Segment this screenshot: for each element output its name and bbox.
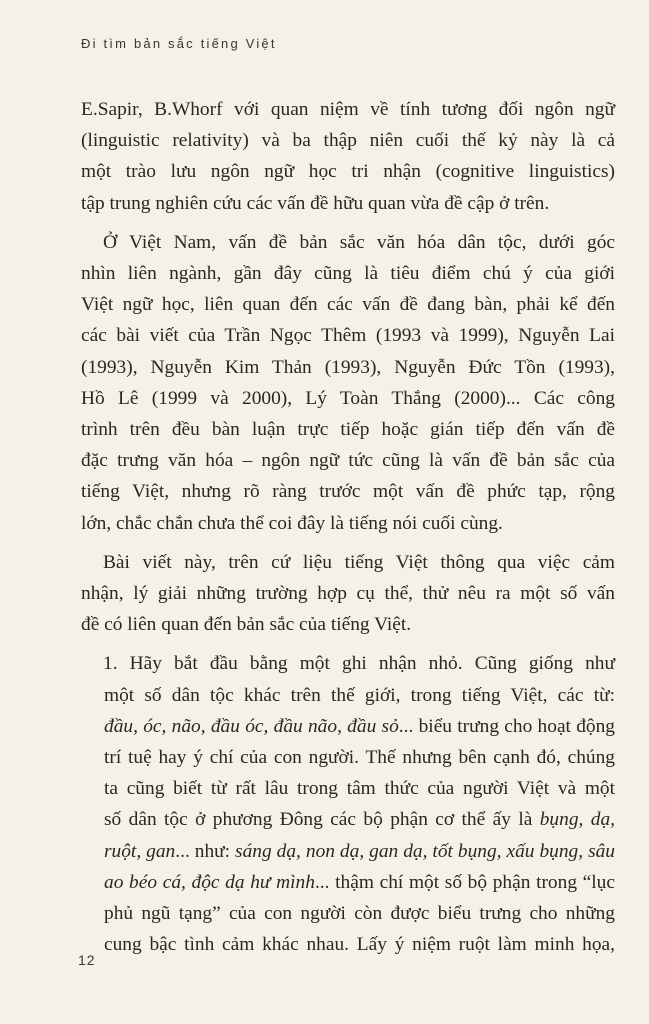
text-line (81, 867, 615, 898)
text-run: số dân tộc ở phương Đông các bộ phận cơ thể ấy là (104, 809, 540, 831)
text-line: trình trên đều bàn luận trực tiếp hoặc gián tiếp đến vấn đề (81, 419, 615, 441)
text-line: ta cũng biết từ rất lâu trong tâm thức của người Việt và một (104, 778, 615, 800)
text-line: 1. Hãy bắt đầu bằng một ghi nhận nhỏ. Cũng giống như (103, 653, 615, 675)
text-line: trí tuệ hay ý chí của con người. Thế nhưng bên cạnh đó, chúng (104, 747, 615, 769)
text-line: nhìn liên ngành, gần đây cũng là tiêu điểm chú ý của giới (81, 263, 615, 285)
text-run: ... thậm chí một số bộ phận trong “lục (314, 871, 615, 893)
text-line (81, 804, 615, 835)
text-run: ... biểu trưng cho hoạt động (398, 715, 615, 737)
italic-terms: sáng dạ, non dạ, gan dạ, tốt bụng, xấu bụng, sâu (235, 840, 616, 862)
italic-terms: đầu, óc, não, đầu óc, đầu não, đầu sỏ (104, 715, 399, 737)
text-line: (1993), Nguyễn Kim Thản (1993), Nguyễn Đức Tồn (1993), (81, 356, 615, 378)
paragraph-2 (81, 227, 615, 539)
italic-terms: ruột, gan (104, 840, 176, 862)
text-line: phủ ngũ tạng” của con người còn được biểu trưng cho những (104, 903, 615, 925)
text-line: đặc trưng văn hóa – ngôn ngữ tức cũng là vấn đề bản sắc của (81, 450, 615, 472)
text-line: cung bậc tình cảm khác nhau. Lấy ý niệm ruột làm minh họa, (104, 934, 615, 956)
text-line: Việt ngữ học, liên quan đến các vấn đề đang bàn, phải kể đến (81, 294, 615, 316)
italic-terms: bụng, dạ, (539, 809, 615, 831)
text-line: các bài viết của Trần Ngọc Thêm (1993 và 1999), Nguyễn Lai (81, 325, 615, 347)
paragraph-3 (81, 547, 615, 641)
paragraph-1 (81, 94, 615, 219)
text-line: (linguistic relativity) và ba thập niên cuối thế kỷ này là cả (81, 130, 615, 152)
text-line: E.Sapir, B.Whorf với quan niệm về tính tương đối ngôn ngữ (81, 99, 615, 120)
text-line: tiếng Việt, nhưng rõ ràng trước một vấn đề phức tạp, rộng (81, 481, 615, 503)
body-text (81, 94, 615, 968)
text-line: lớn, chắc chắn chưa thể coi đây là tiếng nói cuối cùng. (81, 512, 503, 534)
page-number: 12 (78, 952, 96, 968)
running-header: Đi tìm bản sắc tiếng Việt (81, 36, 277, 51)
paragraph-4 (81, 648, 615, 960)
text-line: Ở Việt Nam, vấn đề bản sắc văn hóa dân tộc, dưới góc (103, 231, 615, 253)
text-run: ... như: (175, 840, 236, 862)
text-line: một số dân tộc khác trên thế giới, trong tiếng Việt, các từ: (104, 684, 615, 706)
text-line: một trào lưu ngôn ngữ học tri nhận (cognitive linguistics) (81, 161, 615, 183)
text-line: Hồ Lê (1999 và 2000), Lý Toàn Thắng (2000)... Các công (81, 387, 615, 409)
text-line: tập trung nghiên cứu các vấn đề hữu quan vừa đề cập ở trên. (81, 192, 550, 214)
italic-terms: ao béo cá, độc dạ hư mình (104, 871, 315, 893)
text-line: Bài viết này, trên cứ liệu tiếng Việt thông qua việc cảm (103, 551, 615, 573)
text-line: đề có liên quan đến bản sắc của tiếng Việt. (81, 614, 412, 636)
text-line (81, 711, 615, 742)
text-line: nhận, lý giải những trường hợp cụ thể, thử nêu ra một số vấn (81, 583, 615, 605)
text-line (81, 836, 615, 867)
